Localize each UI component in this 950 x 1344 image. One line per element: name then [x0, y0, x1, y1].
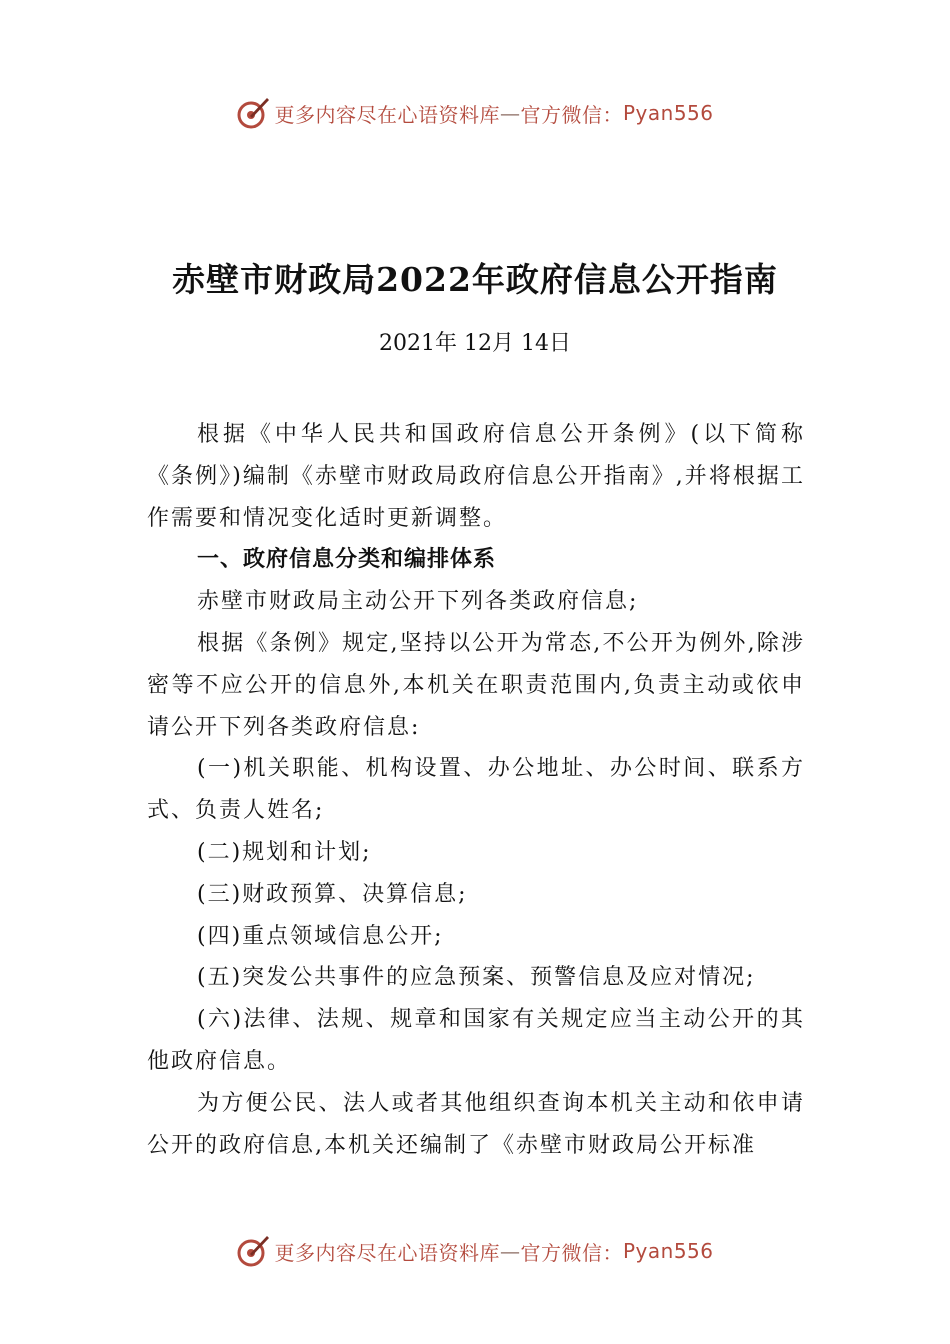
watermark-wechat-label: 官方微信：	[520, 102, 623, 127]
quill-seal-icon	[236, 1234, 270, 1268]
watermark-wechat-id: Pyan556	[622, 101, 714, 125]
document-date: 2021年 12月 14日	[379, 331, 571, 356]
list-item: (一)机关职能、机构设置、办公地址、办公时间、联系方式、负责人姓名;	[147, 756, 805, 824]
quill-seal-icon	[236, 96, 270, 130]
watermark-footer	[0, 1234, 950, 1268]
watermark-wechat-id: Pyan556	[622, 1239, 714, 1263]
watermark-separator: —	[499, 1239, 521, 1263]
list-item: (五)突发公共事件的应急预案、预警信息及应对情况;	[197, 965, 756, 991]
document-title: 赤壁市财政局2022年政府信息公开指南	[172, 260, 778, 299]
watermark-text: 更多内容尽在心语资料库	[274, 1240, 500, 1265]
paragraph-intro: 根据《中华人民共和国政府信息公开条例》(以下简称《条例》)编制《赤壁市财政局政府信息公开指南》,并将根据工作需要和情况变化适时更新调整。	[147, 422, 805, 531]
document-body	[147, 414, 805, 1166]
list-item: (四)重点领域信息公开;	[197, 923, 444, 949]
paragraph: 赤壁市财政局主动公开下列各类政府信息;	[197, 589, 639, 615]
paragraph: 为方便公民、法人或者其他组织查询本机关主动和依申请公开的政府信息,本机关还编制了《赤壁市财政局公开标准	[147, 1090, 805, 1158]
list-item: (二)规划和计划;	[197, 839, 372, 865]
list-item: (六)法律、法规、规章和国家有关规定应当主动公开的其他政府信息。	[147, 1007, 805, 1074]
watermark-header	[0, 96, 950, 130]
watermark-text: 更多内容尽在心语资料库	[274, 102, 500, 127]
watermark-separator: —	[499, 101, 521, 125]
paragraph: 根据《条例》规定,坚持以公开为常态,不公开为例外,除涉密等不应公开的信息外,本机关在职责范围内,负责主动或依申请公开下列各类政府信息:	[147, 630, 805, 740]
list-item: (三)财政预算、决算信息;	[197, 881, 468, 907]
section-heading-1: 一、政府信息分类和编排体系	[197, 546, 497, 573]
watermark-wechat-label: 官方微信：	[520, 1240, 623, 1265]
